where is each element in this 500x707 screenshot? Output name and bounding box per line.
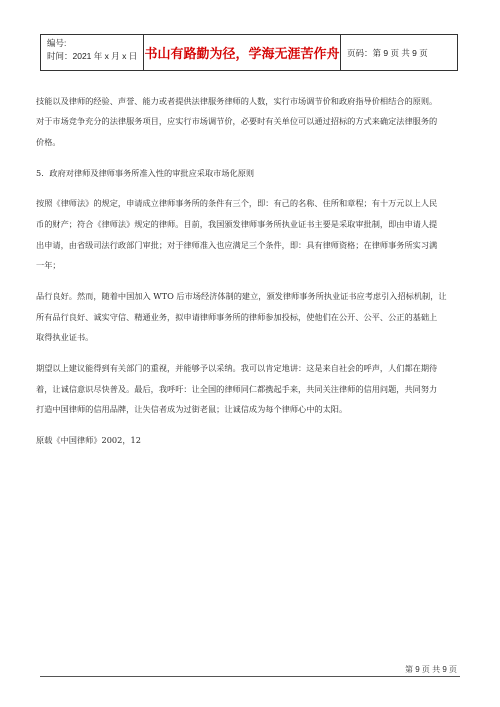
source-citation: 原载《中国律师》2002，12 [36, 435, 141, 445]
footer-divider [40, 676, 460, 677]
header-slogan: 书山有路勤为径，学海无涯苦作舟 [144, 35, 341, 70]
text-line: 一年； [36, 260, 61, 270]
text-line: 期望以上建议能得到有关部门的重视，并能够予以采纳。我可以肯定地讲：这是来自社会的呼声，人们都在期待 [36, 363, 438, 373]
text-line: 价格。 [36, 137, 61, 147]
header-meta [41, 35, 144, 70]
text-line: 取得执业证书。 [36, 332, 94, 342]
text-line: 对于市场竞争充分的法律服务项目，应实行市场调节价，必要时有关单位可以通过招标的方式来确定法律服务的 [36, 116, 438, 126]
text-line: 所有品行良好、诚实守信、精通业务，拟申请律师事务所的律师参加投标，使他们在公开、公平、公正的基础上 [36, 312, 438, 322]
text-line: 按照《律师法》的规定，申请成立律师事务所的条件有三个，即：有己的名称、住所和章程；有十万元以上人民 [36, 198, 438, 208]
text-line: 着，让诚信意识尽快普及。最后，我呼吁：让全国的律师同仁都携起手来，共同关注律师的信用问题，共同努力 [36, 384, 438, 394]
number-label: 编号: [47, 38, 67, 48]
header-page-info: 页码：第 9 页 共 9 页 [347, 47, 428, 58]
text-line: 出申请，由省级司法行政部门审批；对于律师准入也应满足三个条件，即：具有律师资格；在律师事务所实习满 [36, 240, 438, 250]
date-label: 时间：2021 年 x 月 x 日 [47, 51, 138, 61]
text-line: 技能以及律师的经验、声誉、能力或者提供法律服务律师的人数，实行市场调节价和政府指导价相结合的原则。 [36, 96, 438, 106]
page-header [40, 34, 458, 71]
text-line: 品行良好。然而，随着中国加入 WTO 后市场经济体制的建立，颁发律师事务所执业证书应考虑引入招标机制，让 [36, 291, 447, 301]
text-line: 币的财产；符合《律师法》规定的律师。目前，我国颁发律师事务所执业证书主要是采取审批制，即由申请人提 [36, 219, 438, 229]
page-footer: 第 9 页 共 9 页 [405, 665, 458, 674]
section-heading: 5．政府对律师及律师事务所准入性的审批应采取市场化原则 [36, 168, 255, 178]
text-line: 打造中国律师的信用品牌，让失信者成为过街老鼠；让诚信成为每个律师心中的太阳。 [36, 404, 348, 414]
